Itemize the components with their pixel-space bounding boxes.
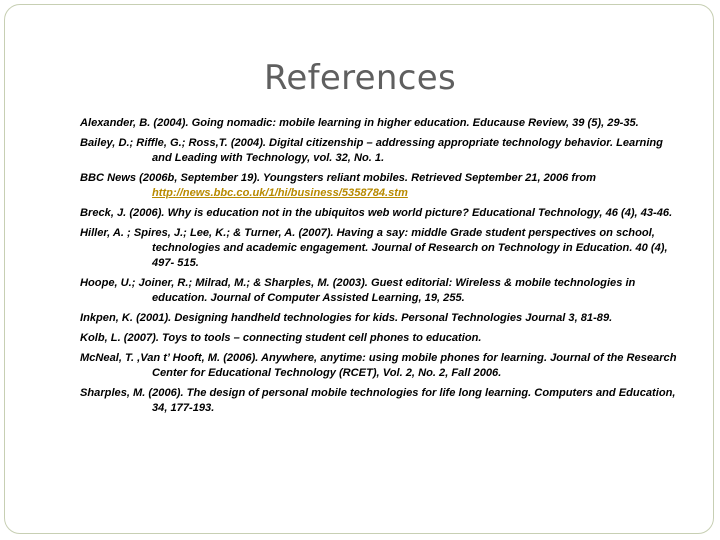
reference-text: Bailey, D.; Riffle, G.; Ross,T. (2004). Digital citizenship – addressing appropriate technology behavior. Learning and Leading with Technology, vol. 32, No. 1. [80,137,663,164]
reference-text: Breck, J. (2006). Why is education not in the ubiquitos web world picture? Educational Technology, 46 (4), 43-46. [80,207,673,219]
reference-text: Sharples, M. (2006). The design of personal mobile technologies for life long learning. Computers and Education, 34, 177-193. [80,387,676,414]
reference-item [80,276,680,306]
reference-item [80,226,680,271]
reference-item [80,171,680,201]
reference-text: Inkpen, K. (2001). Designing handheld technologies for kids. Personal Technologies Journal 3, 81-89. [80,312,613,324]
reference-item [80,116,680,131]
reference-list [80,116,680,421]
reference-text: BBC News (2006b, September 19). Youngsters reliant mobiles. Retrieved September 21, 2006 from [80,172,597,184]
reference-text: McNeal, T. ,Van t’ Hooft, M. (2006). Anywhere, anytime: using mobile phones for learning. Journal of the Research Center for Educational Technology (RCET), Vol. 2, No. 2, Fall 2006. [80,352,677,379]
reference-text: Kolb, L. (2007). Toys to tools – connecting student cell phones to education. [80,332,482,344]
reference-item [80,386,680,416]
reference-item [80,206,680,221]
reference-text: Hiller, A. ; Spires, J.; Lee, K.; & Turner, A. (2007). Having a say: middle Grade student perspectives on school, technologies and academic engagement. Journal of Research on Technology in Education. 40 (4), 497- 515. [80,227,668,269]
slide-title: References [264,58,456,98]
reference-link[interactable]: http://news.bbc.co.uk/1/hi/business/5358784.stm [152,187,408,199]
reference-item [80,311,680,326]
reference-text: Alexander, B. (2004). Going nomadic: mobile learning in higher education. Educause Review, 39 (5), 29-35. [80,117,639,129]
reference-item [80,351,680,381]
reference-item [80,136,680,166]
reference-text: Hoope, U.; Joiner, R.; Milrad, M.; & Sharples, M. (2003). Guest editorial: Wireless & mobile technologies in education. Journal of Computer Assisted Learning, 19, 255. [80,277,636,304]
reference-item [80,331,680,346]
